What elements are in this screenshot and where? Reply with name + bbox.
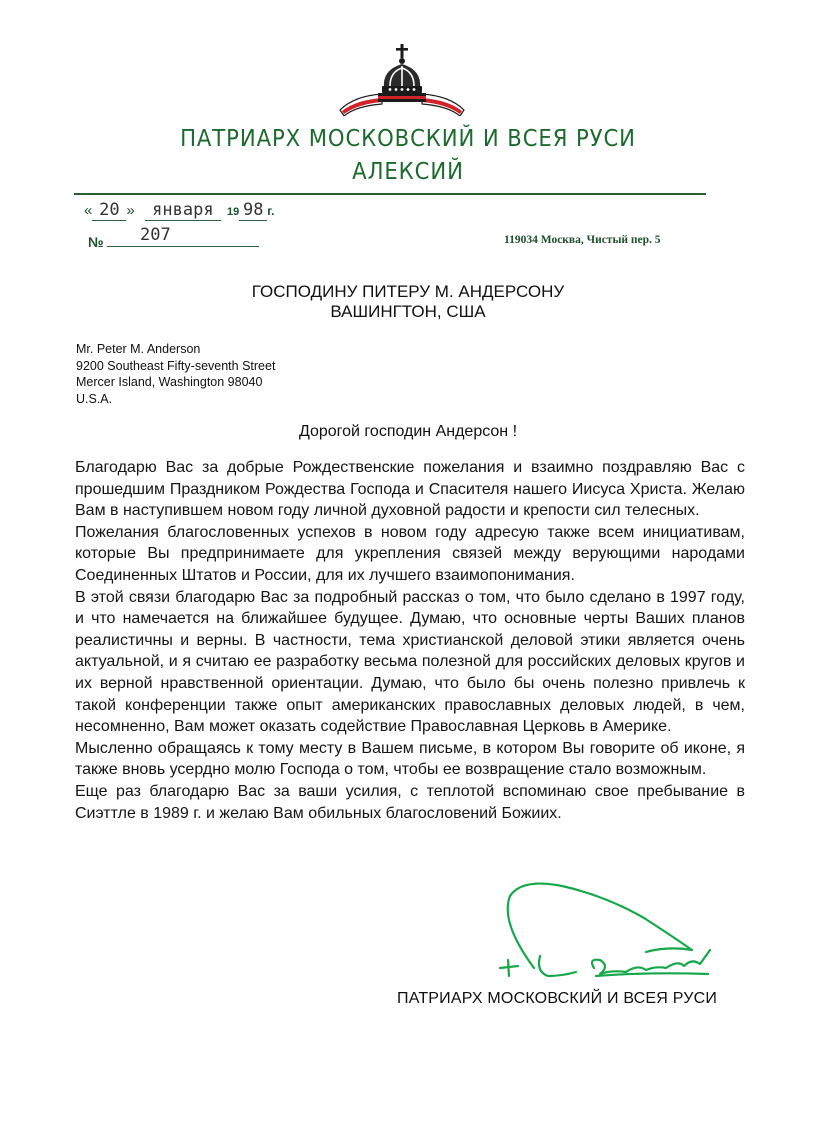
body-paragraph: Благодарю Вас за добрые Рождественские пожелания и взаимно поздравляю Вас с прошедшим Праздником Рождества Господа и Спасителя нашего Иисуса Христа. Желаю Вам в наступившем новом году личной духовной радости и крепости сил телесных. xyxy=(75,459,745,520)
signature-title: ПАТРИАРХ МОСКОВСКИЙ И ВСЕЯ РУСИ xyxy=(397,990,718,1007)
letter-body xyxy=(75,457,745,824)
address-line: 9200 Southeast Fifty-seventh Street xyxy=(76,358,276,373)
recipient-line-1: ГОСПОДИНУ ПИТЕРУ М. АНДЕРСОНУ xyxy=(251,282,565,301)
body-paragraph: Пожелания благословенных успехов в новом году адресую также всем инициативам, которые Вы предпринимаете для укрепления связей между верующими народами Соединенных Штатов и России, для их лучшего взаимопонимания. xyxy=(75,523,745,584)
letterhead-name: АЛЕКСИЙ xyxy=(352,159,464,185)
letterhead-title: ПАТРИАРХ МОСКОВСКИЙ И ВСЕЯ РУСИ xyxy=(180,126,636,152)
handwritten-signature xyxy=(496,876,736,986)
cross-icon xyxy=(396,44,408,58)
patriarch-emblem xyxy=(334,44,470,116)
sender-address: 119034 Москва, Чистый пер. 5 xyxy=(504,234,661,246)
letter-date: « 20 » января 19 98 г. xyxy=(84,200,275,220)
number-underline xyxy=(107,226,259,247)
greeting: Дорогой господин Андерсон ! xyxy=(298,423,518,440)
letterhead-divider xyxy=(74,193,706,195)
body-paragraph: В этой связи благодарю Вас за подробный рассказ о том, что было сделано в 1997 году, и что намечается на ближайшее будущее. Думаю, что основные черты Ваших планов реалистичны и верны. В частности, тема христианской деловой этики является очень актуальной, и я считаю ее разработку весьма полезной для российских деловых кругов и их верной нравственной ориентации. Думаю, что было бы очень полезно привлечь к такой конференции также опыт американских православных деловых людей, в чем, несомненно, Вам может оказать содействие Православная Церковь в Америке. xyxy=(75,588,745,736)
date-suffix: г. xyxy=(267,204,275,218)
address-line: Mercer Island, Washington 98040 xyxy=(76,375,263,389)
date-century: 19 xyxy=(227,206,240,218)
recipient-line-2: ВАШИНГТОН, США xyxy=(330,302,486,321)
date-year: 98 xyxy=(239,200,267,221)
tricolor-ribbon xyxy=(340,93,464,116)
body-paragraph: Еще раз благодарю Вас за ваши усилия, с теплотой вспоминаю свое пребывание в Сиэттле в 1989 г. и желаю Вам обильных благословений Божиих. xyxy=(75,782,745,822)
crown-icon xyxy=(382,58,422,93)
body-paragraph: Мысленно обращаясь к тому месту в Вашем письме, в котором Вы говорите об иконе, я также вновь усердно молю Господа о том, чтобы ее возвращение стало возможным. xyxy=(75,739,745,779)
inside-address xyxy=(76,341,275,407)
number-label: № xyxy=(88,234,104,250)
address-line: U.S.A. xyxy=(76,391,113,406)
address-line: Mr. Peter M. Anderson xyxy=(76,342,201,356)
date-month: января xyxy=(145,200,221,221)
date-day: 20 xyxy=(92,200,126,221)
number-value: 207 xyxy=(140,225,171,245)
